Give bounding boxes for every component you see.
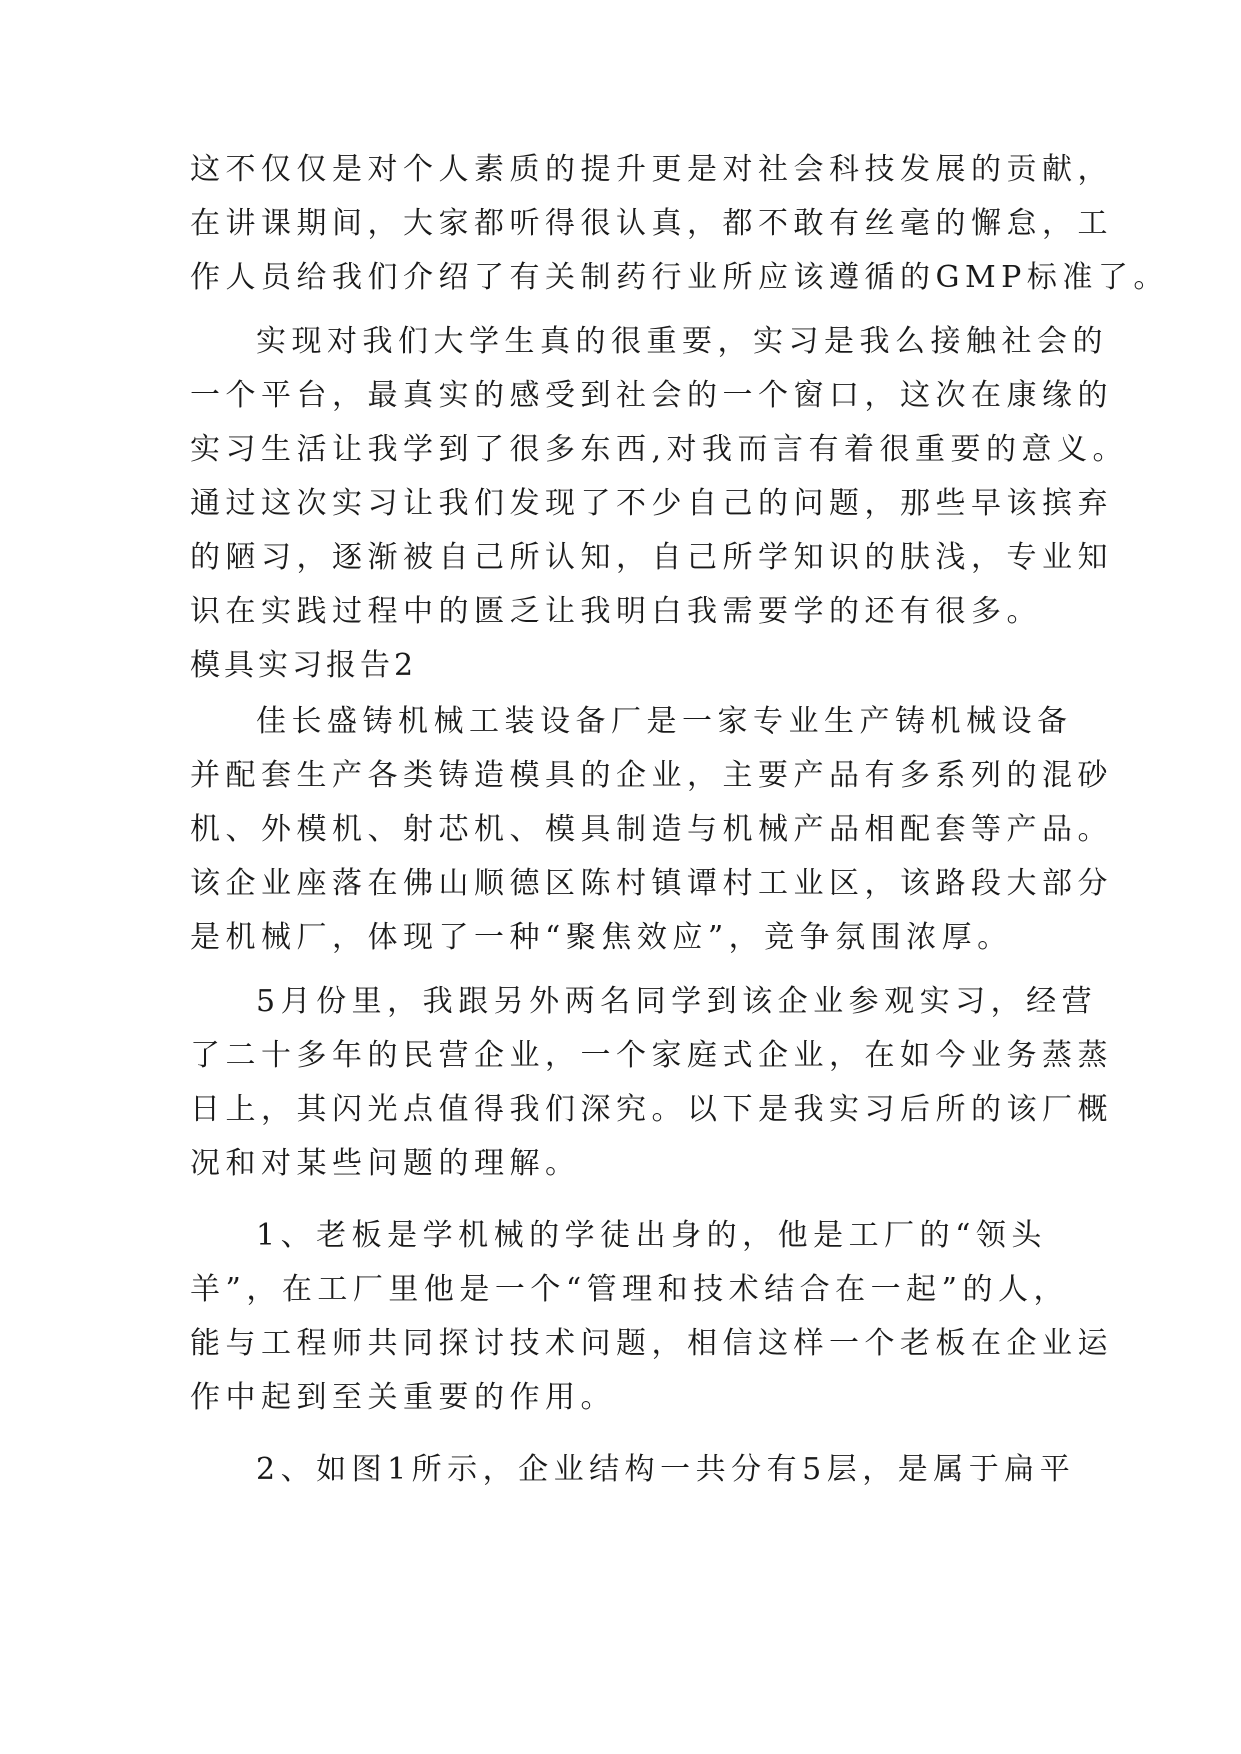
paragraph-line: 一个平台，最真实的感受到社会的一个窗口，这次在康缘的 (190, 378, 1113, 413)
paragraph-line: 1、老板是学机械的学徒出身的，他是工厂的“领头 (256, 1218, 1047, 1253)
paragraph-line: 实习生活让我学到了很多东西,对我而言有着很重要的意义。 (190, 432, 1129, 467)
paragraph-line: 5月份里，我跟另外两名同学到该企业参观实习，经营 (256, 984, 1098, 1019)
paragraph-line: 作人员给我们介绍了有关制药行业所应该遵循的GMP标准了。 (190, 260, 1169, 295)
paragraph-line: 并配套生产各类铸造模具的企业，主要产品有多系列的混砂 (190, 758, 1113, 793)
paragraph-line: 机、外模机、射芯机、模具制造与机械产品相配套等产品。 (190, 812, 1113, 847)
paragraph-line: 该企业座落在佛山顺德区陈村镇谭村工业区，该路段大部分 (190, 866, 1113, 901)
paragraph-line: 作中起到至关重要的作用。 (190, 1380, 616, 1415)
paragraph-line: 2、如图1所示，企业结构一共分有5层，是属于扁平 (256, 1452, 1076, 1487)
paragraph-line: 在讲课期间，大家都听得很认真，都不敢有丝毫的懈怠，工 (190, 206, 1113, 241)
paragraph-line: 实现对我们大学生真的很重要，实习是我么接触社会的 (256, 324, 1108, 359)
section-heading: 模具实习报告2 (190, 648, 418, 683)
paragraph-line: 的陋习，逐渐被自己所认知，自己所学知识的肤浅，专业知 (190, 540, 1113, 575)
paragraph-line: 这不仅仅是对个人素质的提升更是对社会科技发展的贡献， (190, 152, 1113, 187)
paragraph-line: 况和对某些问题的理解。 (190, 1146, 581, 1181)
paragraph-line: 日上，其闪光点值得我们深究。以下是我实习后所的该厂概 (190, 1092, 1113, 1127)
paragraph-line: 佳长盛铸机械工装设备厂是一家专业生产铸机械设备 (256, 704, 1073, 739)
paragraph-line: 通过这次实习让我们发现了不少自己的问题，那些早该摈弃 (190, 486, 1113, 521)
paragraph-line: 羊”，在工厂里他是一个“管理和技术结合在一起”的人， (190, 1272, 1070, 1307)
paragraph-line: 了二十多年的民营企业，一个家庭式企业，在如今业务蒸蒸 (190, 1038, 1113, 1073)
paragraph-line: 识在实践过程中的匮乏让我明白我需要学的还有很多。 (190, 594, 1042, 629)
paragraph-line: 是机械厂，体现了一种“聚焦效应”，竞争氛围浓厚。 (190, 920, 1013, 955)
paragraph-line: 能与工程师共同探讨技术问题，相信这样一个老板在企业运 (190, 1326, 1113, 1361)
